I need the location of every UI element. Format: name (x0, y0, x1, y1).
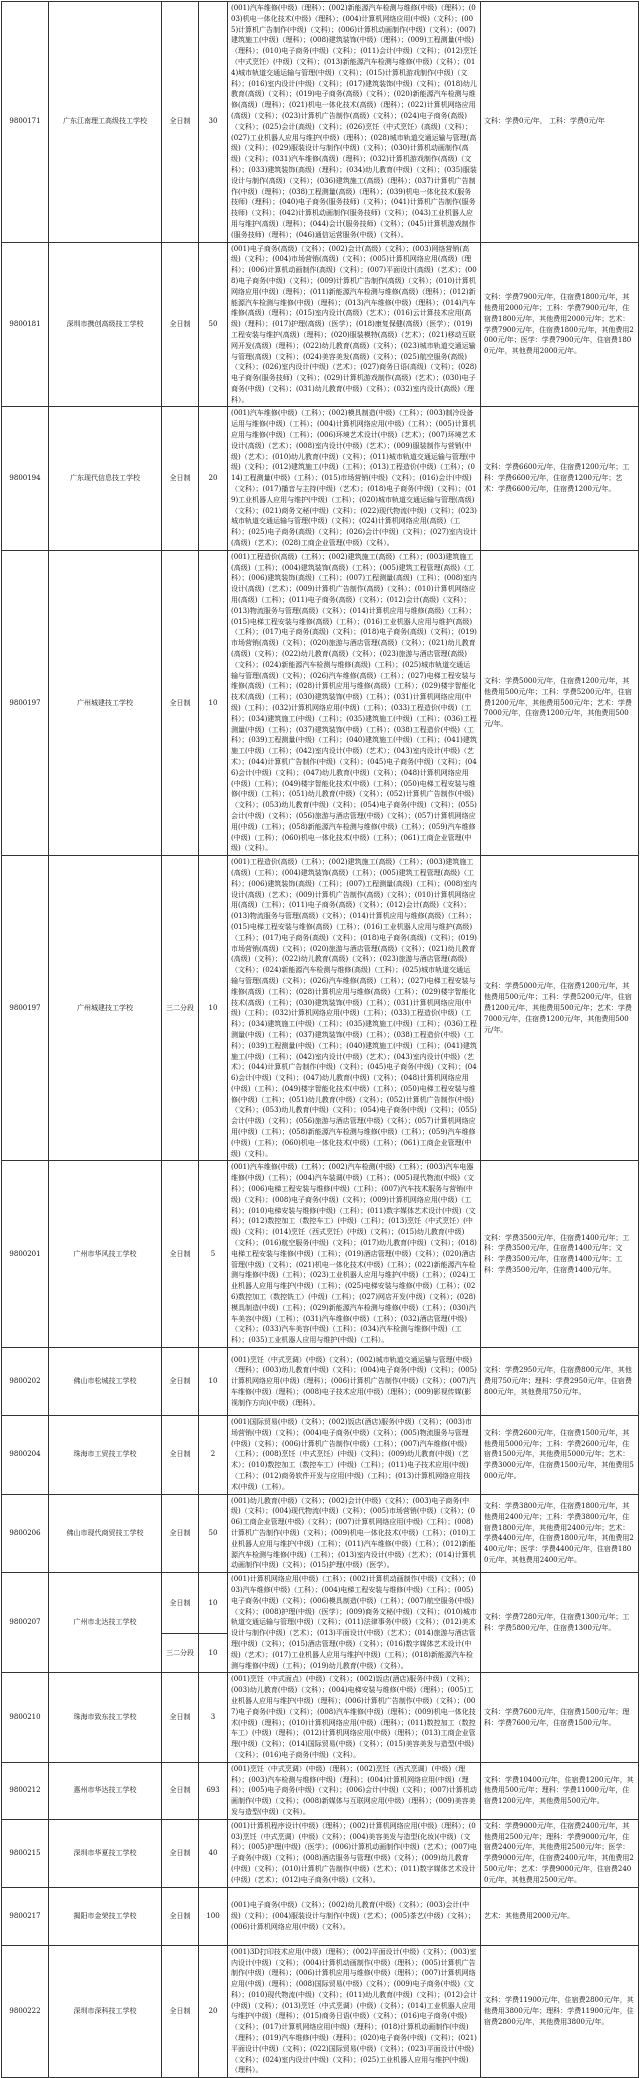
plan-count-cell: 10 (199, 1573, 228, 1634)
study-mode-cell: 全日制 (162, 242, 199, 407)
fees-cell: 文科：学费10400元/年，住宿费1200元/年，其他费用500元/年；理科：学费11000元/年，住宿费1200元/年，其他费用500元/年。 (481, 1762, 639, 1819)
school-name-cell: 惠州市华达技工学校 (49, 1762, 162, 1819)
school-name-cell: 广州市北达技工学校 (49, 1573, 162, 1673)
table-row (2, 1762, 639, 1819)
school-code-cell: 9800194 (2, 407, 49, 550)
plan-count-cell: 40 (199, 1819, 228, 1887)
study-mode-cell: 全日制 (162, 1762, 199, 1819)
majors-cell: (001)计算机网络应用(中级)（工科）；(002)计算机动画制作(中级)（文科）；(003)汽车维修(中级)（工科）；(004)电梯工程安装与维修(中级)（工科）；(005)电子商务(中级)（文科）；(006)模具制造(中级)（工科）；(007)航空服务(中级)（文科）；(008)护理(中级)（医学）；(009)商务文秘(中级)（文科）；(010)城市轨道交通运输与管理(中级)（文科）；(011)法律事务(中级)（文科）；(012)美术设计与制作(中级)（艺术）；(013)平面设计(中级)（艺术）；(014)旅游与酒店管理(中级)（文科）；(015)酒店管理(中级)（文科）；(016)数字媒体艺术设计(中级)（艺术）；(017)工业机器人应用与维护(中级)（工科）；(018)新能源汽车检测与维修(中级)（工科）；(019)幼儿教育(中级)（文科）。 (228, 1573, 481, 1673)
plan-count-cell: 100 (199, 1887, 228, 1945)
fees-cell: 文科：学费9000元/年，住宿费2400元/年，其他费用2500元/年；理科：学费9000元/年，住宿费2400元/年，其他费用2500元/年；医学：学费9000元/年，住宿费2400元/年，其他费用2500元/年；艺术：学费9000元/年，住宿费2400元/年，其他费用2500元/年。 (481, 1819, 639, 1887)
fees-cell: 文科：学费7280元/年，住宿费1300元/年；工科：学费5800元/年，住宿费1300元/年。 (481, 1573, 639, 1673)
study-mode-cell: 全日制 (162, 1887, 199, 1945)
plan-count-cell: 10 (199, 550, 228, 855)
school-name-cell: 广州城建技工学校 (49, 550, 162, 855)
table-row (2, 1494, 639, 1573)
table-row (2, 1887, 639, 1945)
majors-cell: (001)烹饪（中式面点）(中级)（文科）；(002)饭店(酒店)服务(中级)（文科）；(003)幼儿教育(中级)（文科）；(004)电梯安装与维修(中级)（理科）；(005)工业机器人应用与维护(中级)（理科）；(006)计算机广告制作(中级)（文科）；(007)电子商务(中级)（文科）；(008)汽车维修(中级)（理科）；(009)机电一体化技术(中级)（理科）；(010)计算机网络应用(中级)（理科）；(011)数控加工（数控车工）(中级)（理科）；(012)计算机网络应用(中级)（理科）；(013)工商企业管理(中级)（文科）；(014)国际贸易(中级)（文科）；(015)美容美发与造型(中级)（文科）；(016)电子商务(中级)（文科）。 (228, 1673, 481, 1762)
majors-cell: (001)幼儿教育(中级)（文科）；(002)会计(中级)（文科）；(003)电子商务(中级)（文科）；(004)现代物流(中级)（文科）；(005)市场营销(中级)（文科）；(006)工商企业管理(中级)（文科）；(007)计算机网络应用(中级)（工科）；(008)计算机广告制作(中级)（文科）；(009)机电一体化技术(中级)（工科）；(010)工业机器人应用与维护(中级)（工科）；(011)汽车维修(中级)（工科）；(012)新能源汽车检测与维修(中级)（工科）；(013)室内设计(中级)（艺术）；(014)计算机动画制作(中级)（文科）；(015)护理(中级)（医学）。 (228, 1494, 481, 1573)
fees-cell: 文科：学费11900元/年，住宿费2800元/年，其他费用3800元/年；理科：学费11900元/年，住宿费2800元/年，其他费用3800元/年。 (481, 1945, 639, 2078)
study-mode-cell: 全日制 (162, 1945, 199, 2078)
school-name-cell: 广东现代信息技工学校 (49, 407, 162, 550)
table-row (2, 1161, 639, 1348)
school-name-cell: 深圳市携创高级技工学校 (49, 242, 162, 407)
majors-cell: (001)计算机程序设计(中级)（理科）；(002)计算机网络应用(中级)（理科）；(003)烹饪（中式烹调）(中级)（文科）；(004)美容美发与造型(化妆)(中级)（文科）；(005)护理(中级)（医学）；(006)计算机动画制作(中级)（艺术）；(007)电子商务(中级)（文科）；(008)酒店服务与管理(中级)（文科）；(009)幼儿教育(中级)（文科）；(010)计算机广告制作(中级)（艺术）；(011)数字媒体艺术设计(中级)（艺术）；(012)电子商务(中级)（文科）。 (228, 1819, 481, 1887)
study-mode-cell: 全日制 (162, 550, 199, 855)
fees-cell: 文科：学费7600元/年，住宿费1500元/年；理科：学费7600元/年，住宿费1500元/年。 (481, 1673, 639, 1762)
study-mode-cell: 全日制 (162, 1494, 199, 1573)
fees-cell: 文科：学费2950元/年，住宿费800元/年，其他费用750元/年；理科：学费2950元/年，住宿费800元/年，其他费用750元/年。 (481, 1348, 639, 1416)
plan-count-cell: 30 (199, 2, 228, 243)
school-code-cell: 9800222 (2, 1945, 49, 2078)
school-code-cell: 9800202 (2, 1348, 49, 1416)
school-code-cell: 9800197 (2, 856, 49, 1161)
fees-cell: 文科：学费7900元/年，住宿费1800元/年，其他费用2000元/年；工科：学费7900元/年，住宿费1800元/年，其他费用2000元/年；艺术：学费7900元/年，住宿费1800元/年，其他费用2000元/年；医学：学费7900元/年，住宿费1800元/年，其他费用2000元/年。 (481, 242, 639, 407)
plan-count-cell: 20 (199, 1945, 228, 2078)
school-name-cell: 珠海市致东技工学校 (49, 1673, 162, 1762)
school-code-cell: 9800206 (2, 1494, 49, 1573)
fees-cell: 文科：学费5000元/年，住宿费1200元/年，其他费用500元/年；工科：学费5200元/年，住宿费1200元/年，其他费用500元/年；艺术：学费7000元/年，住宿费1200元/年，其他费用500元/年。 (481, 550, 639, 855)
school-code-cell: 9800201 (2, 1161, 49, 1348)
fees-cell: 文科：学费2600元/年，住宿费1500元/年，其他费用5000元/年；工科：学费2600元/年，住宿费1500元/年，其他费用5000元/年；艺术：学费3000元/年，住宿费1500元/年，其他费用5000元/年。 (481, 1416, 639, 1495)
school-code-cell: 9800181 (2, 242, 49, 407)
school-code-cell: 9800197 (2, 550, 49, 855)
admission-table (1, 1, 639, 2078)
table-row (2, 1416, 639, 1495)
table-row (2, 407, 639, 550)
table-row (2, 1673, 639, 1762)
study-mode-cell: 全日制 (162, 407, 199, 550)
plan-count-cell: 2 (199, 1416, 228, 1495)
school-name-cell: 深圳市华夏技工学校 (49, 1819, 162, 1887)
fees-cell: 文科：学费0元/年， 工科：学费0元/年 (481, 2, 639, 243)
school-name-cell: 广州城建技工学校 (49, 856, 162, 1161)
plan-count-cell: 10 (199, 856, 228, 1161)
school-code-cell: 9800215 (2, 1819, 49, 1887)
school-code-cell: 9800171 (2, 2, 49, 243)
school-name-cell: 佛山市现代商贸技工学校 (49, 1494, 162, 1573)
school-name-cell: 珠海市工贸技工学校 (49, 1416, 162, 1495)
school-name-cell: 佛山市松城技工学校 (49, 1348, 162, 1416)
school-code-cell: 9800212 (2, 1762, 49, 1819)
school-code-cell: 9800217 (2, 1887, 49, 1945)
table-row (2, 1573, 639, 1634)
study-mode-cell: 全日制 (162, 1416, 199, 1495)
table-row (2, 2, 639, 243)
study-mode-cell: 全日制 (162, 1573, 199, 1634)
study-mode-cell: 全日制 (162, 1348, 199, 1416)
school-name-cell: 广州市华风技工学校 (49, 1161, 162, 1348)
majors-cell: (001)汽车维修(中级)（工科）；(002)模具制造(中级)（工科）；(003)制冷设备运用与维修(中级)（工科）；(004)计算机网络应用(中级)（工科）；(005)计算机应用与维修(中级)（工科）；(006)环境艺术设计(中级)（艺术）；(007)环境艺术设计(高级)（艺术）；(008)室内设计(中级)（艺术）；(009)服装制作与营销(中级)（艺术）；(010)幼儿教育(中级)（文科）；(011)城市轨道交通运输与管理(中级)（文科）；(012)建筑施工(中级)（工科）；(013)工程造价(中级)（工科）；(014)工程测量(中级)（工科）；(015)市场营销(中级)（文科）；(016)会计(中级)（文科）；(017)播音与主持(中级)（艺术）；(018)电子商务(中级)（文科）；(019)工业机器人应用与维护(中级)（工科）；(020)城市轨道交通运输与管理(高级)（文科）；(021)商务文秘(中级)（文科）；(022)现代物流(中级)（文科）；(023)城市轨道交通运输与管理(中级)（文科）；(024)计算机网络应用(高级)（工科）；(025)电子商务(高级)（文科）；(026)会计(中级)（文科）；(027)室内设计(高级)（艺术）；(028)工商企业管理(中级)（文科）。 (228, 407, 481, 550)
school-code-cell: 9800210 (2, 1673, 49, 1762)
school-name-cell: 广东江南理工高级技工学校 (49, 2, 162, 243)
school-code-cell: 9800204 (2, 1416, 49, 1495)
school-code-cell: 9800207 (2, 1573, 49, 1673)
fees-cell: 文科：学费5000元/年，住宿费1200元/年，其他费用500元/年；工科：学费5200元/年，住宿费1200元/年，其他费用500元/年；艺术：学费7000元/年，住宿费1200元/年，其他费用500元/年。 (481, 856, 639, 1161)
fees-cell: 文科：学费6600元/年，住宿费1200元/年；工科：学费6600元/年，住宿费1200元/年；艺术：学费6600元/年，住宿费1200元/年。 (481, 407, 639, 550)
plan-count-cell: 50 (199, 1494, 228, 1573)
admission-table-body (2, 2, 639, 2078)
study-mode-cell: 全日制 (162, 1161, 199, 1348)
study-mode-cell: 三二分段 (162, 856, 199, 1161)
study-mode-cell: 全日制 (162, 2, 199, 243)
majors-cell: (001)电子商务(高级)（文科）；(002)会计(高级)（文科）；(003)网络营销(高级)（文科）；(004)市场营销(高级)（文科）；(005)计算机网络应用(高级)（理科）；(006)计算机动画制作(高级)（文科）；(007)平面设计(高级)（艺术）；(008)电子商务(中级)（文科）；(009)计算机广告制作(高级)（文科）；(010)计算机网络应用(中级)（理科）；(011)新能源汽车检测与维修(高级)（理科）；(012)新能源汽车检测与维修(中级)（理科）；(013)汽车维修(中级)（理科）；(014)汽车维修(高级)（理科）；(015)室内设计(高级)（艺术）；(016)云计算技术应用(高级)（理科）；(017)护理(高级)（医学）；(018)康复保健(高级)（医学）；(019)工程安装与维护(高级)（理科）；(020)服装模特(高级)（艺术）；(021)移动互联网开发(高级)（理科）；(022)幼儿教育(高级)（文科）；(023)城市轨道交通运输与管理(高级)（文科）；(024)美容美发(高级)（文科）；(025)航空服务(高级)（文科）；(026)室内设计(中级)（艺术）；(027)商务日语(高级)（文科）；(028)电子商务(服务技师)（文科）；(029)计算机游戏制作(高级)（艺术）；(030)电子商务(中级)（文科）；(031)幼儿教育(中级)（文科）；(032)室内设计(高级)（理科）。 (228, 242, 481, 407)
plan-count-cell: 10 (199, 1633, 228, 1673)
plan-count-cell: 3 (199, 1673, 228, 1762)
study-mode-cell: 全日制 (162, 1673, 199, 1762)
plan-count-cell: 20 (199, 407, 228, 550)
table-row (2, 1945, 639, 2078)
plan-count-cell: 693 (199, 1762, 228, 1819)
study-mode-cell: 全日制 (162, 1819, 199, 1887)
table-row (2, 242, 639, 407)
fees-cell: 文科：学费3500元/年，住宿费1400元/年；工科：学费3500元/年，住宿费1400元/年；文科：学费3500元/年，住宿费1400元/年；工科：学费3500元/年，住宿费1400元/年。 (481, 1161, 639, 1348)
table-row (2, 1348, 639, 1416)
table-row (2, 1819, 639, 1887)
school-name-cell: 深圳市深科技工学校 (49, 1945, 162, 2078)
majors-cell: (001)工程造价(高级)（工科）；(002)建筑施工(高级)（工科）；(003)建筑施工(高级)（工科）；(004)建筑装饰(高级)（工科）；(005)建筑工程管理(高级)（工科）；(006)建筑装饰(高级)（工科）；(007)工程测量(高级)（工科）；(008)室内设计(高级)（艺术）；(009)计算机广告制作(高级)（文科）；(010)计算机网络应用(高级)（工科）；(011)电子商务(高级)（文科）；(012)会计(高级)（文科）；(013)物流服务与管理(高级)（文科）；(014)计算机应用与维修(高级)（工科）；(015)电梯工程安装与维修(高级)（工科）；(016)工业机器人应用与维护(高级)（工科）；(017)电子商务(高级)（文科）；(018)电子商务(高级)（文科）；(019)市场营销(高级)（文科）；(020)旅游与酒店管理(高级)（文科）；(021)幼儿教育(高级)（文科）；(022)幼儿教育(高级)（文科）；(023)旅游与酒店管理(高级)（文科）；(024)新能源汽车检测与维修(高级)（工科）；(025)城市轨道交通运输与管理(高级)（文科）；(026)汽车维修(高级)（工科）；(027)电梯工程安装与维修(高级)（工科）；(028)计算机应用与维修(高级)（工科）；(029)楼宇智能化技术(高级)（工科）；(030)建筑装饰(中级)（工科）；(031)计算机网络应用(中级)（工科）；(032)计算机网络应用(中级)（工科）；(033)工程造价(中级)（工科）；(034)建筑施工(中级)（工科）；(035)建筑施工(中级)（工科）；(036)工程测量(中级)（工科）；(037)建筑装饰(中级)（工科）；(038)工程造价(中级)（工科）；(039)工程测量(中级)（工科）；(040)建筑施工(中级)（工科）；(041)建筑施工(中级)（工科）；(042)室内设计(中级)（艺术）；(043)室内设计(中级)（艺术）；(044)计算机广告制作(中级)（文科）；(045)电子商务(中级)（文科）；(046)会计(中级)（文科）；(047)幼儿教育(中级)（文科）；(048)计算机网络应用(中级)（工科）；(049)楼宇智能化技术(中级)（工科）；(050)电梯工程安装与维修(中级)（工科）；(051)幼儿教育(中级)（文科）；(052)计算机广告制作(中级)（文科）；(053)幼儿教育(中级)（文科）；(054)电子商务(中级)（文科）；(055)会计(中级)（文科）；(056)旅游与酒店管理(中级)（文科）；(057)计算机网络应用(中级)（工科）；(058)新能源汽车检测与维修(中级)（工科）；(059)汽车维修(中级)（工科）；(060)机电一体化技术(中级)（工科）；(061)工商企业管理(中级)（文科）。 (228, 856, 481, 1161)
plan-count-cell: 5 (199, 1161, 228, 1348)
majors-cell: (001)烹饪（中式烹调）(中级)（文科）；(002)城市轨道交通运输与管理(中级)（理科）；(003)幼儿教育(中级)（文科）；(004)电子商务(中级)（文科）；(005)计算机网络应用(中级)（理科）；(006)计算机广告制作(中级)（文科）；(007)汽车维修(中级)（理科）；(008)电子技术应用(中级)（理科）；(009)影视传媒(影视制作方向)(中级)（理科）。 (228, 1348, 481, 1416)
table-row (2, 856, 639, 1161)
study-mode-cell: 三二分段 (162, 1633, 199, 1673)
majors-cell: (001)国际贸易(中级)（文科）；(002)饭店(酒店)服务(中级)（文科）；(003)市场营销(中级)（文科）；(004)电子商务(中级)（文科）；(005)物流服务与管理(中级)（文科）；(006)计算机广告制作(中级)（工科）；(007)汽车维修(中级)（工科）；(008)烹饪（中式烹饪）(中级)（文科）；(009)幼儿教育(中级)（艺术）；(010)数控加工（数控车工）(中级)（工科）；(011)电子技术应用(中级)（工科）；(012)商务软件开发与应用(中级)（工科）；(013)计算机网络应用技术(中级)（工科）。 (228, 1416, 481, 1495)
school-name-cell: 揭阳市金荣技工学校 (49, 1887, 162, 1945)
majors-cell: (001)工程造价(高级)（工科）；(002)建筑施工(高级)（工科）；(003)建筑施工(高级)（工科）；(004)建筑装饰(高级)（工科）；(005)建筑工程管理(高级)（工科）；(006)建筑装饰(高级)（工科）；(007)工程测量(高级)（工科）；(008)室内设计(高级)（艺术）；(009)计算机广告制作(高级)（文科）；(010)计算机网络应用(高级)（工科）；(011)电子商务(高级)（文科）；(012)会计(高级)（文科）；(013)物流服务与管理(高级)（文科）；(014)计算机应用与维修(高级)（工科）；(015)电梯工程安装与维修(高级)（工科）；(016)工业机器人应用与维护(高级)（工科）；(017)电子商务(高级)（文科）；(018)电子商务(高级)（文科）；(019)市场营销(高级)（文科）；(020)旅游与酒店管理(高级)（文科）；(021)幼儿教育(高级)（文科）；(022)幼儿教育(高级)（文科）；(023)旅游与酒店管理(高级)（文科）；(024)新能源汽车检测与维修(高级)（工科）；(025)城市轨道交通运输与管理(高级)（文科）；(026)汽车维修(高级)（工科）；(027)电梯工程安装与维修(高级)（工科）；(028)计算机应用与维修(高级)（工科）；(029)楼宇智能化技术(高级)（工科）；(030)建筑装饰(中级)（工科）；(031)计算机网络应用(中级)（工科）；(032)计算机网络应用(中级)（工科）；(033)工程造价(中级)（工科）；(034)建筑施工(中级)（工科）；(035)建筑施工(中级)（工科）；(036)工程测量(中级)（工科）；(037)建筑装饰(中级)（工科）；(038)工程造价(中级)（工科）；(039)工程测量(中级)（工科）；(040)建筑施工(中级)（工科）；(041)建筑施工(中级)（工科）；(042)室内设计(中级)（艺术）；(043)室内设计(中级)（艺术）；(044)计算机广告制作(中级)（文科）；(045)电子商务(中级)（文科）；(046)会计(中级)（文科）；(047)幼儿教育(中级)（文科）；(048)计算机网络应用(中级)（工科）；(049)楼宇智能化技术(中级)（工科）；(050)电梯工程安装与维修(中级)（工科）；(051)幼儿教育(中级)（文科）；(052)计算机广告制作(中级)（文科）；(053)幼儿教育(中级)（文科）；(054)电子商务(中级)（文科）；(055)会计(中级)（文科）；(056)旅游与酒店管理(中级)（文科）；(057)计算机网络应用(中级)（工科）；(058)新能源汽车检测与维修(中级)（工科）；(059)汽车维修(中级)（工科）；(060)机电一体化技术(中级)（工科）；(061)工商企业管理(中级)（文科）。 (228, 550, 481, 855)
majors-cell: (001)汽车维修(中级)（理科）；(002)新能源汽车检测与维修(中级)（理科）；(003)机电一体化技术(中级)（理科）；(004)计算机网络应用(中级)（文科）；(005)计算机广告制作(中级)（文科）；(006)计算机动画制作(中级)（文科）；(007)建筑施工(中级)（理科）；(008)建筑装饰(中级)（理科）；(009)工程测量(中级)（理科）；(010)电子商务(中级)（文科）；(011)会计(中级)（文科）；(012)烹饪（中式烹饪）(中级)（文科）；(013)新能源汽车检测与维修(中级)（文科）；(014)城市轨道交通运输与管理(中级)（文科）；(015)计算机游戏制作(中级)（文科）；(016)室内设计(中级)（文科）；(017)建筑装饰(中级)（文科）；(018)幼儿教育(高级)（文科）；(019)电子商务(高级)（文科）；(020)新能源汽车检测与维修(高级)（理科）；(021)机电一体化技术(高级)（理科）；(022)计算机网络应用(高级)（文科）；(023)计算机广告制作(高级)（文科）；(024)电子商务(高级)（文科）；(025)会计(高级)（文科）；(026)烹饪（中式烹饪）(高级)（文科）；(027)工业机器人应用与维护(中级)（理科）；(028)城市轨道交通运输与管理(高级)（文科）；(029)服装设计与制作(中级)（文科）；(030)计算机动画制作(高级)（文科）；(031)汽车维修(高级)（理科）；(032)计算机游戏制作(高级)（文科）；(033)建筑装饰(高级)（理科）；(034)幼儿教育(中级)（文科）；(035)服装设计与制作(高级)（文科）；(036)建筑施工(高级)（理科）；(037)计算机广告制作(中级)（理科）；(038)工程测量(高级)（理科）；(039)机电一体化技术(服务技师)（理科）；(040)电子商务(服务技师)（文科）；(041)计算机广告制作(服务技师)（文科）；(042)计算机动画制作(服务技师)（文科）；(043)工业机器人应用与维护(高级)（理科）；(044)会计(服务技师)（文科）；(045)计算机游戏制作(服务技师)（理科）；(046)通信运营服务(中级)（文科）。 (228, 2, 481, 243)
table-row (2, 550, 639, 855)
plan-count-cell: 10 (199, 1348, 228, 1416)
majors-cell: (001)电子商务(中级)（文科）；(002)幼儿教育(中级)（文科）；(003)会计(中级)（文科）；(004)服装设计与制作(中级)（艺术）；(005)茶艺(中级)（文科）；(006)计算机网络应用(中级)（文科）。 (228, 1887, 481, 1945)
plan-count-cell: 50 (199, 242, 228, 407)
majors-cell: (001)3D打印技术应用(中级)（理科）；(002)平面设计(中级)（文科）；(003)室内设计(中级)（文科）；(004)计算机动画制作(中级)（理科）；(005)计算机广告制作(中级)（理科）；(006)计算机应用与维修(中级)（理科）；(007)计算机网络应用(中级)（理科）；(008)国际贸易(中级)（文科）；(009)电子商务(中级)（文科）；(010)现代物流(中级)（文科）；(011)幼儿教育(中级)（文科）；(012)会计(中级)（文科）；(013)烹饪（中式烹调）(中级)（文科）；(014)工业机器人应用与维护(中级)（理科）；(015)商务日语(中级)（文科）；(016)电子商务(中级)（文科）；(017)计算机网络应用(中级)（理科）；(018)计算机动画制作(中级)（理科）；(019)汽车维修(中级)（理科）；(020)电子商务(中级)（文科）；(021)平面设计(中级)（文科）；(022)国际贸易(中级)（文科）；(023)平面设计(中级)（文科）；(024)室内设计(中级)（文科）；(025)工业机器人应用与维护(中级)（理科）。 (228, 1945, 481, 2078)
majors-cell: (001)烹饪（中式烹调）(中级)（理科）；(002)烹饪（西式烹调）(中级)（理科）；(003)汽车检测与维修(中级)（理科）；(004)计算机网络应用(中级)（理科）；(005)电子商务(中级)（文科）；(006)会计(中级)（文科）；(007)计算机动画制作(中级)（文科）；(008)新媒体与互联网应用(中级)（理科）；(009)美容美发与造型(中级)（文科）。 (228, 1762, 481, 1819)
fees-cell: 艺术：其他费用2000元/年。 (481, 1887, 639, 1945)
fees-cell: 文科：学费3800元/年，住宿费1800元/年，其他费用2400元/年；工科：学费3800元/年，住宿费1800元/年，其他费用2400元/年；艺术：学费4400元/年，住宿费1800元/年，其他费用2400元/年；医学：学费4400元/年，住宿费1800元/年，其他费用2400元/年。 (481, 1494, 639, 1573)
majors-cell: (001)汽车维修(中级)（工科）；(002)汽车检测(中级)（工科）；(003)汽车电器维修(中级)（工科）；(004)汽车装调(中级)（工科）；(005)现代物流(中级)（文科）；(006)电梯工程安装与维修(中级)（工科）；(007)汽车技术服务与营销(中级)（文科）；(008)电子商务(中级)（文科）；(009)计算机网络应用(中级)（工科）；(010)电梯安装与维修(中级)（工科）；(011)数字媒体艺术设计(中级)（文科）；(012)数控加工（数控车工）(中级)（工科）；(013)烹饪（中式烹饪）(中级)（文科）；(014)烹饪（西式烹饪）(中级)（文科）；(015)幼儿教育(中级)（文科）；(016)航空服务(中级)（文科）；(017)幼儿教育(中级)（文科）；(018)电梯工程安装与维修(中级)（工科）；(019)酒店管理(中级)（文科）；(020)酒店管理(中级)（文科）；(021)机电一体化技术(中级)（工科）；(022)新能源汽车检测与维修(中级)（工科）；(023)工业机器人应用与维护(中级)（工科）；(024)工业机器人应用与维护(中级)（工科）；(025)电梯安装与维修(中级)（工科）；(026)数控加工（数控铣工）(中级)（工科）；(027)网店开发(中级)（文科）；(028)模具制造(中级)（工科）；(029)新能源汽车检测与维修(中级)（工科）；(030)汽车美容(中级)（工科）；(031)汽车维修(中级)（工科）；(032)酒店管理(中级)（文科）；(033)汽车美容(中级)（工科）；(034)汽车检测与维修(中级)（工科）；(035)工业机器人应用与维护(中级)（工科）。 (228, 1161, 481, 1348)
